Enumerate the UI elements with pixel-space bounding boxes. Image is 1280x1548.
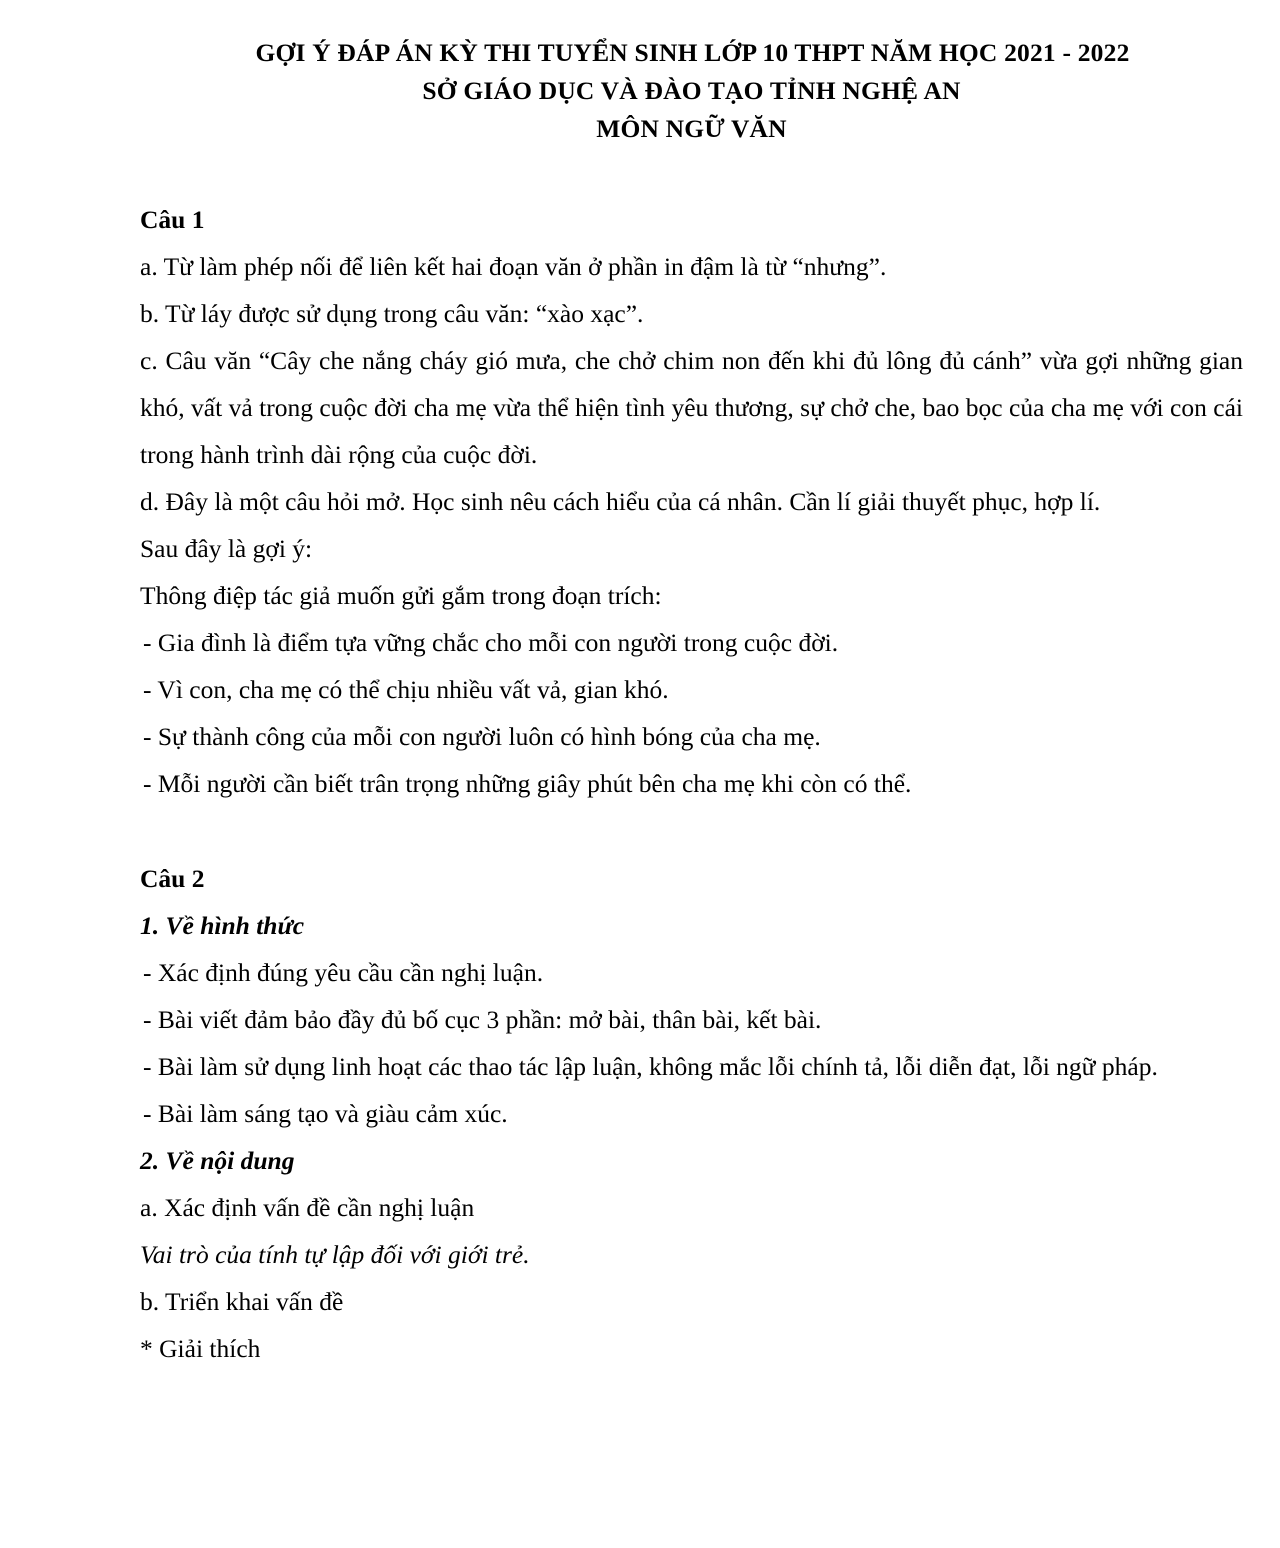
cau1-thong-diep: Thông điệp tác giả muốn gửi gắm trong đoạn trích: (140, 581, 662, 610)
cau2-form-bullet-3: - Bài làm sử dụng linh hoạt các thao tác lập luận, không mắc lỗi chính tả, lỗi diễn đạt, lỗi ngữ pháp. (143, 1052, 1158, 1081)
cau2-form-bullet-1: - Xác định đúng yêu cầu cần nghị luận. (143, 958, 544, 987)
cau1-bullet-2: - Vì con, cha mẹ có thể chịu nhiều vất vả, gian khó. (143, 675, 669, 704)
cau2-form-bullet-2: - Bài viết đảm bảo đầy đủ bố cục 3 phần: mở bài, thân bài, kết bài. (143, 1005, 822, 1034)
document-header (139, 34, 1242, 148)
cau2-item-a-topic: Vai trò của tính tự lập đối với giới trẻ. (140, 1240, 530, 1269)
cau1-bullet-4: - Mỗi người cần biết trân trọng những giây phút bên cha mẹ khi còn có thể. (143, 769, 912, 798)
cau2-item-a: a. Xác định vấn đề cần nghị luận (140, 1193, 475, 1222)
header-subject-line: MÔN NGỮ VĂN (596, 114, 787, 143)
header-title-line-1: GỢI Ý ĐÁP ÁN KỲ THI TUYỂN SINH LỚP 10 THPT NĂM HỌC 2021 - 2022 (255, 38, 1130, 67)
cau1-bullet-1: - Gia đình là điểm tựa vững chắc cho mỗi con người trong cuộc đời. (143, 628, 839, 657)
section-heading-cau-2: Câu 2 (140, 864, 205, 893)
cau1-answer-c: c. Câu văn “Cây che nắng cháy gió mưa, che chở chim non đến khi đủ lông đủ cánh” vừa gợi những gian khó, vất vả trong cuộc đời cha mẹ vừa thể hiện tình yêu thương, sự chở che, bao bọc của cha mẹ với con cái trong hành trình dài rộng của cuộc đời. (140, 346, 1243, 469)
cau1-sau-day-la-goi-y: Sau đây là gợi ý: (140, 534, 313, 563)
header-title-line-2: SỞ GIÁO DỤC VÀ ĐÀO TẠO TỈNH NGHỆ AN (422, 76, 961, 105)
document-body (140, 196, 1243, 1372)
cau1-bullet-3: - Sự thành công của mỗi con người luôn có hình bóng của cha mẹ. (143, 722, 821, 751)
cau2-item-b: b. Triển khai vấn đề (140, 1287, 344, 1316)
section-spacer (140, 807, 1243, 855)
cau1-answer-a: a. Từ làm phép nối để liên kết hai đoạn văn ở phần in đậm là từ “nhưng”. (140, 252, 887, 281)
cau2-subheading-hinh-thuc: 1. Về hình thức (140, 911, 305, 940)
cau2-form-bullet-4: - Bài làm sáng tạo và giàu cảm xúc. (143, 1099, 508, 1128)
section-heading-cau-1: Câu 1 (140, 205, 205, 234)
cau1-answer-b: b. Từ láy được sử dụng trong câu văn: “xào xạc”. (140, 299, 644, 328)
cau2-giai-thich: * Giải thích (140, 1334, 261, 1363)
cau1-answer-d: d. Đây là một câu hỏi mở. Học sinh nêu cách hiểu của cá nhân. Cần lí giải thuyết phục, hợp lí. (140, 487, 1101, 516)
cau2-subheading-noi-dung: 2. Về nội dung (140, 1146, 295, 1175)
